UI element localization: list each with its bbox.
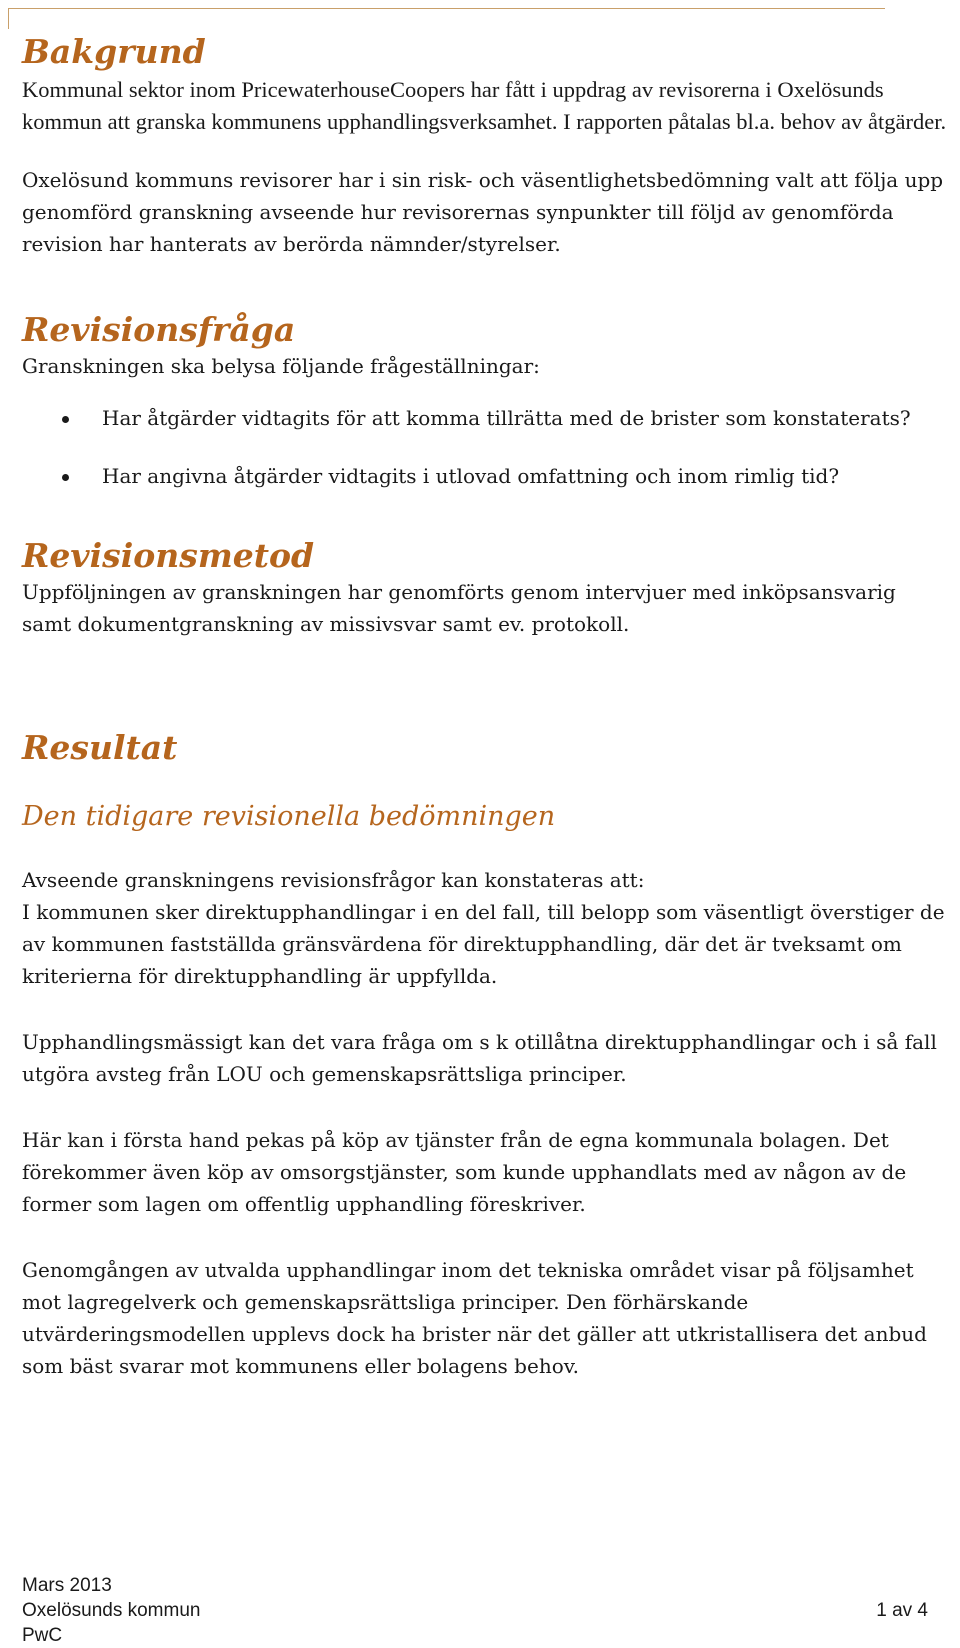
- footer-date: Mars 2013: [22, 1575, 112, 1596]
- footer-page-number: 1 av 4: [876, 1600, 928, 1621]
- bakgrund-paragraph-2: Oxelösund kommuns revisorer har i sin risk- och väsentlighetsbedömning valt att följa upp genomförd granskning avseende hur revisorernas synpunkter till följd av genomförda revision har hanterats av berörda nämnder/styrelser.: [22, 168, 944, 256]
- bullet-text: Har åtgärder vidtagits för att komma tillrätta med de brister som konstaterats?: [102, 406, 911, 430]
- footer-organization: Oxelösunds kommun: [22, 1600, 201, 1621]
- resultat-paragraph-4: Genomgången av utvalda upphandlingar inom det tekniska området visar på följsamhet mot lagregelverk och gemenskapsrättsliga principer. Den förhärskande utvärderingsmodellen upplevs dock ha brister när det gäller att utkristallisera det anbud som bäst svarar mot kommunens eller bolagens behov.: [22, 1258, 927, 1378]
- resultat-lead: Avseende granskningens revisionsfrågor kan konstateras att:: [22, 868, 645, 892]
- resultat-paragraph-3: Här kan i första hand pekas på köp av tjänster från de egna kommunala bolagen. Det förekommer även köp av omsorgstjänster, som kunde upphandlats med av någon av de former som lagen om offentlig upphandling föreskriver.: [22, 1128, 907, 1216]
- revisionsfraga-bullet-list: [22, 402, 950, 492]
- list-item: [22, 402, 950, 434]
- resultat-paragraph-1: I kommunen sker direktupphandlingar i en del fall, till belopp som väsentligt överstiger de av kommunen fastställda gränsvärdena för direktupphandling, där det är tveksamt om kriterierna för direktupphandling är uppfyllda.: [22, 900, 945, 988]
- footer-author: PwC: [22, 1625, 63, 1646]
- heading-revisionsfraga: Revisionsfråga: [22, 310, 296, 349]
- subheading-tidigare-bedomning: Den tidigare revisionella bedömningen: [22, 801, 556, 832]
- list-item: [22, 460, 950, 492]
- document-page: [22, 32, 950, 1382]
- revisionsfraga-intro: Granskningen ska belysa följande frågeställningar:: [22, 354, 540, 378]
- bullet-text: Har angivna åtgärder vidtagits i utlovad omfattning och inom rimlig tid?: [102, 464, 840, 488]
- page-corner-mark: [8, 8, 885, 29]
- page-footer: [22, 1573, 928, 1648]
- heading-bakgrund: Bakgrund: [22, 32, 206, 71]
- heading-revisionsmetod: Revisionsmetod: [22, 536, 315, 575]
- bullet-icon: [62, 416, 69, 423]
- revisionsmetod-paragraph: Uppföljningen av granskningen har genomförts genom intervjuer med inköpsansvarig samt dokumentgranskning av missivsvar samt ev. protokoll.: [22, 580, 896, 636]
- bakgrund-paragraph-1: Kommunal sektor inom PricewaterhouseCoopers har fått i uppdrag av revisorerna i Oxelösunds kommun att granska kommunens upphandlingsverksamhet. I rapporten påtalas bl.a. behov av åtgärder.: [22, 77, 947, 134]
- heading-resultat: Resultat: [22, 728, 178, 767]
- resultat-paragraph-2: Upphandlingsmässigt kan det vara fråga om s k otillåtna direktupphandlingar och i så fall utgöra avsteg från LOU och gemenskapsrättsliga principer.: [22, 1030, 937, 1086]
- bullet-icon: [62, 474, 69, 481]
